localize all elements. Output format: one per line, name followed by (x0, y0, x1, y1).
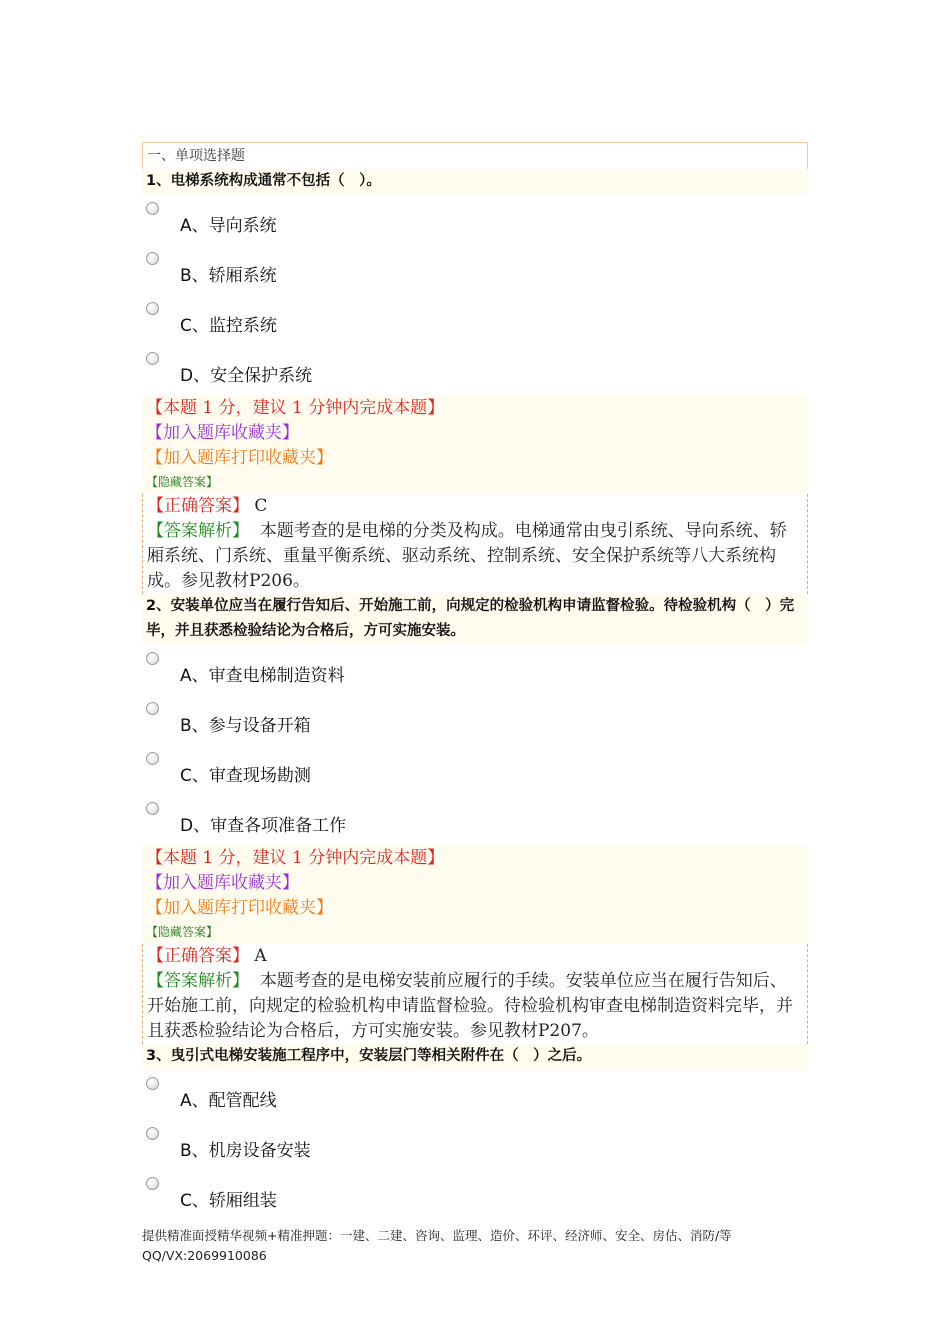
option-label: C、轿厢组装 (180, 1191, 277, 1211)
radio-button-icon[interactable] (146, 1127, 159, 1140)
option-d[interactable] (142, 344, 808, 394)
question-2 (142, 594, 808, 1044)
question-info (142, 396, 808, 494)
option-label: B、机房设备安装 (180, 1141, 311, 1161)
option-a[interactable] (142, 1069, 808, 1119)
option-b[interactable] (142, 694, 808, 744)
score-note: 【本题 1 分，建议 1 分钟内完成本题】 (146, 848, 445, 868)
add-to-print-favorites-link[interactable]: 【加入题库打印收藏夹】 (146, 448, 333, 468)
option-label: B、轿厢系统 (180, 266, 277, 286)
radio-button-icon[interactable] (146, 1077, 159, 1090)
correct-answer-label: 【正确答案】 (147, 496, 249, 516)
option-label: A、导向系统 (180, 216, 277, 236)
radio-button-icon[interactable] (146, 752, 159, 765)
correct-answer-value: C (254, 496, 268, 516)
option-c[interactable] (142, 294, 808, 344)
radio-button-icon[interactable] (146, 802, 159, 815)
option-d[interactable] (142, 794, 808, 844)
score-note: 【本题 1 分，建议 1 分钟内完成本题】 (146, 398, 445, 418)
answer-box (142, 494, 808, 594)
question-title: 1、电梯系统构成通常不包括（ ）。 (142, 169, 808, 194)
option-label: C、审查现场勘测 (180, 766, 311, 786)
footer-promo: 提供精准面授精华视频+精准押题：一建、二建、咨询、监理、造价、环评、经济师、安全、房估、消防/等 QQ/VX:2069910086 (142, 1228, 745, 1263)
radio-button-icon[interactable] (146, 352, 159, 365)
exam-content (142, 142, 808, 1219)
option-a[interactable] (142, 644, 808, 694)
question-title: 3、曳引式电梯安装施工程序中，安装层门等相关附件在（ ）之后。 (142, 1044, 808, 1069)
question-title: 2、安装单位应当在履行告知后、开始施工前，向规定的检验机构申请监督检验。待检验机构（ ）完毕，并且获悉检验结论为合格后，方可实施安装。 (142, 594, 808, 644)
option-c[interactable] (142, 744, 808, 794)
radio-button-icon[interactable] (146, 302, 159, 315)
radio-button-icon[interactable] (146, 252, 159, 265)
hide-answer-link[interactable]: 【隐藏答案】 (146, 925, 219, 939)
radio-button-icon[interactable] (146, 1177, 159, 1190)
option-label: B、参与设备开箱 (180, 716, 311, 736)
option-label: A、配管配线 (180, 1091, 277, 1111)
question-1 (142, 169, 808, 594)
question-3 (142, 1044, 808, 1219)
radio-button-icon[interactable] (146, 652, 159, 665)
option-b[interactable] (142, 1119, 808, 1169)
radio-button-icon[interactable] (146, 202, 159, 215)
add-to-favorites-link[interactable]: 【加入题库收藏夹】 (146, 423, 299, 443)
analysis-label: 【答案解析】 (147, 521, 249, 541)
analysis-label: 【答案解析】 (147, 971, 249, 991)
analysis-text: 本题考查的是电梯安装前应履行的手续。安装单位应当在履行告知后、开始施工前，向规定的检验机构申请监督检验。待检验机构审查电梯制造资料完毕，并且获悉检验结论为合格后，方可实施安装。参见教材P207。 (147, 971, 793, 1041)
section-title: 一、单项选择题 (142, 142, 808, 169)
option-b[interactable] (142, 244, 808, 294)
add-to-print-favorites-link[interactable]: 【加入题库打印收藏夹】 (146, 898, 333, 918)
add-to-favorites-link[interactable]: 【加入题库收藏夹】 (146, 873, 299, 893)
analysis-text: 本题考查的是电梯的分类及构成。电梯通常由曳引系统、导向系统、轿厢系统、门系统、重量平衡系统、驱动系统、控制系统、安全保护系统等八大系统构成。参见教材P206。 (147, 521, 787, 591)
option-a[interactable] (142, 194, 808, 244)
option-label: C、监控系统 (180, 316, 277, 336)
option-label: D、审查各项准备工作 (180, 816, 347, 836)
option-label: A、审查电梯制造资料 (180, 666, 345, 686)
correct-answer-value: A (254, 946, 267, 966)
option-label: D、安全保护系统 (180, 366, 313, 386)
hide-answer-link[interactable]: 【隐藏答案】 (146, 475, 219, 489)
question-info (142, 846, 808, 944)
radio-button-icon[interactable] (146, 702, 159, 715)
correct-answer-label: 【正确答案】 (147, 946, 249, 966)
answer-box (142, 944, 808, 1044)
option-c[interactable] (142, 1169, 808, 1219)
